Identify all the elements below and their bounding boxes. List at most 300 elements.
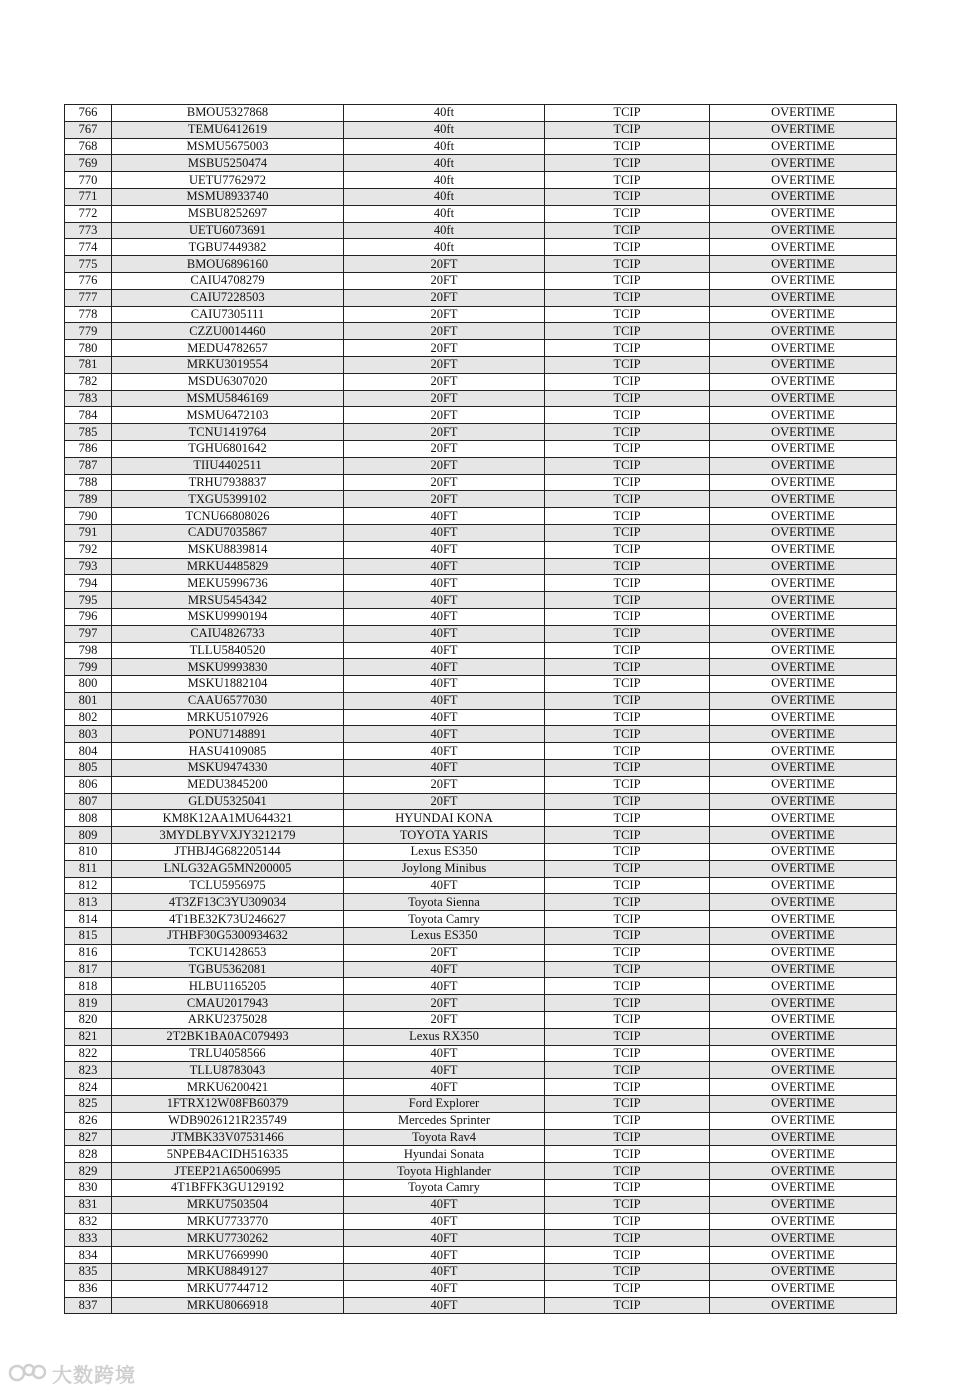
terminal-cell: TCIP [545, 659, 710, 676]
table-row [65, 776, 897, 793]
container-type-cell: 40FT [344, 726, 545, 743]
row-number-cell: 766 [65, 105, 112, 122]
terminal-cell: TCIP [545, 1196, 710, 1213]
row-number-cell: 802 [65, 709, 112, 726]
status-cell: OVERTIME [710, 1096, 897, 1113]
status-cell: OVERTIME [710, 1213, 897, 1230]
container-id-cell: MRKU5107926 [112, 709, 344, 726]
container-id-cell: MRKU7503504 [112, 1196, 344, 1213]
container-id-cell: 4T1BFFK3GU129192 [112, 1180, 344, 1197]
table-row [65, 1096, 897, 1113]
terminal-cell: TCIP [545, 172, 710, 189]
container-type-cell: 20FT [344, 390, 545, 407]
status-cell: OVERTIME [710, 1129, 897, 1146]
container-type-cell: 40FT [344, 558, 545, 575]
table-row [65, 1079, 897, 1096]
container-type-cell: TOYOTA YARIS [344, 827, 545, 844]
table-row [65, 844, 897, 861]
container-type-cell: 40FT [344, 961, 545, 978]
container-id-cell: 4T1BE32K73U246627 [112, 911, 344, 928]
row-number-cell: 836 [65, 1280, 112, 1297]
container-id-cell: MEKU5996736 [112, 575, 344, 592]
row-number-cell: 794 [65, 575, 112, 592]
terminal-cell: TCIP [545, 1213, 710, 1230]
table-row [65, 1112, 897, 1129]
container-type-cell: HYUNDAI KONA [344, 810, 545, 827]
table-row [65, 642, 897, 659]
row-number-cell: 817 [65, 961, 112, 978]
table-row [65, 356, 897, 373]
row-number-cell: 781 [65, 356, 112, 373]
status-cell: OVERTIME [710, 340, 897, 357]
container-id-cell: CZZU0014460 [112, 323, 344, 340]
container-type-cell: 40FT [344, 642, 545, 659]
terminal-cell: TCIP [545, 1096, 710, 1113]
row-number-cell: 806 [65, 776, 112, 793]
status-cell: OVERTIME [710, 877, 897, 894]
brand-logo-icon [8, 1361, 48, 1385]
terminal-cell: TCIP [545, 928, 710, 945]
status-cell: OVERTIME [710, 625, 897, 642]
container-type-cell: 40ft [344, 172, 545, 189]
status-cell: OVERTIME [710, 810, 897, 827]
status-cell: OVERTIME [710, 407, 897, 424]
status-cell: OVERTIME [710, 760, 897, 777]
status-cell: OVERTIME [710, 575, 897, 592]
terminal-cell: TCIP [545, 407, 710, 424]
row-number-cell: 772 [65, 205, 112, 222]
terminal-cell: TCIP [545, 239, 710, 256]
status-cell: OVERTIME [710, 1196, 897, 1213]
status-cell: OVERTIME [710, 105, 897, 122]
container-type-cell: 40ft [344, 138, 545, 155]
container-id-cell: MSKU9474330 [112, 760, 344, 777]
status-cell: OVERTIME [710, 709, 897, 726]
container-id-cell: MSMU5846169 [112, 390, 344, 407]
container-id-cell: TIIU4402511 [112, 457, 344, 474]
table-row [65, 239, 897, 256]
container-id-cell: CAIU4826733 [112, 625, 344, 642]
table-row [65, 1247, 897, 1264]
row-number-cell: 784 [65, 407, 112, 424]
status-cell: OVERTIME [710, 911, 897, 928]
container-type-cell: 40FT [344, 978, 545, 995]
row-number-cell: 804 [65, 743, 112, 760]
table-row [65, 457, 897, 474]
terminal-cell: TCIP [545, 541, 710, 558]
table-row [65, 289, 897, 306]
table-row [65, 978, 897, 995]
container-list-table [64, 104, 897, 1314]
status-cell: OVERTIME [710, 390, 897, 407]
row-number-cell: 788 [65, 474, 112, 491]
terminal-cell: TCIP [545, 692, 710, 709]
status-cell: OVERTIME [710, 1079, 897, 1096]
container-id-cell: CMAU2017943 [112, 995, 344, 1012]
container-id-cell: CADU7035867 [112, 524, 344, 541]
row-number-cell: 807 [65, 793, 112, 810]
status-cell: OVERTIME [710, 356, 897, 373]
status-cell: OVERTIME [710, 1062, 897, 1079]
container-id-cell: MRKU7733770 [112, 1213, 344, 1230]
container-type-cell: Lexus ES350 [344, 928, 545, 945]
container-id-cell: JTHBJ4G682205144 [112, 844, 344, 861]
container-type-cell: 40FT [344, 1213, 545, 1230]
container-id-cell: CAIU4708279 [112, 272, 344, 289]
status-cell: OVERTIME [710, 558, 897, 575]
terminal-cell: TCIP [545, 827, 710, 844]
table-row [65, 676, 897, 693]
row-number-cell: 791 [65, 524, 112, 541]
status-cell: OVERTIME [710, 172, 897, 189]
table-row [65, 709, 897, 726]
table-row [65, 1129, 897, 1146]
terminal-cell: TCIP [545, 760, 710, 777]
row-number-cell: 828 [65, 1146, 112, 1163]
table-row [65, 592, 897, 609]
row-number-cell: 813 [65, 894, 112, 911]
container-id-cell: MRKU7669990 [112, 1247, 344, 1264]
container-id-cell: MRKU4485829 [112, 558, 344, 575]
status-cell: OVERTIME [710, 676, 897, 693]
table-row [65, 1213, 897, 1230]
row-number-cell: 834 [65, 1247, 112, 1264]
container-type-cell: 20FT [344, 306, 545, 323]
status-cell: OVERTIME [710, 776, 897, 793]
terminal-cell: TCIP [545, 961, 710, 978]
table-row [65, 1163, 897, 1180]
container-id-cell: TEMU6412619 [112, 121, 344, 138]
status-cell: OVERTIME [710, 121, 897, 138]
terminal-cell: TCIP [545, 860, 710, 877]
row-number-cell: 815 [65, 928, 112, 945]
table-row [65, 1230, 897, 1247]
container-type-cell: 40ft [344, 105, 545, 122]
status-cell: OVERTIME [710, 860, 897, 877]
container-type-cell: 20FT [344, 272, 545, 289]
row-number-cell: 833 [65, 1230, 112, 1247]
container-id-cell: MSDU6307020 [112, 373, 344, 390]
terminal-cell: TCIP [545, 155, 710, 172]
container-type-cell: 20FT [344, 995, 545, 1012]
row-number-cell: 829 [65, 1163, 112, 1180]
terminal-cell: TCIP [545, 205, 710, 222]
table-row [65, 911, 897, 928]
row-number-cell: 777 [65, 289, 112, 306]
table-row [65, 928, 897, 945]
status-cell: OVERTIME [710, 256, 897, 273]
table-row [65, 760, 897, 777]
container-type-cell: Toyota Rav4 [344, 1129, 545, 1146]
container-id-cell: MRKU6200421 [112, 1079, 344, 1096]
terminal-cell: TCIP [545, 440, 710, 457]
container-id-cell: PONU7148891 [112, 726, 344, 743]
row-number-cell: 768 [65, 138, 112, 155]
table-row [65, 205, 897, 222]
status-cell: OVERTIME [710, 1045, 897, 1062]
terminal-cell: TCIP [545, 1012, 710, 1029]
row-number-cell: 809 [65, 827, 112, 844]
container-type-cell: 40FT [344, 760, 545, 777]
table-row [65, 440, 897, 457]
table-row [65, 1180, 897, 1197]
container-id-cell: MRKU8849127 [112, 1263, 344, 1280]
status-cell: OVERTIME [710, 743, 897, 760]
status-cell: OVERTIME [710, 239, 897, 256]
container-id-cell: ARKU2375028 [112, 1012, 344, 1029]
terminal-cell: TCIP [545, 894, 710, 911]
row-number-cell: 818 [65, 978, 112, 995]
terminal-cell: TCIP [545, 508, 710, 525]
row-number-cell: 787 [65, 457, 112, 474]
terminal-cell: TCIP [545, 877, 710, 894]
status-cell: OVERTIME [710, 978, 897, 995]
row-number-cell: 800 [65, 676, 112, 693]
container-id-cell: TRLU4058566 [112, 1045, 344, 1062]
terminal-cell: TCIP [545, 340, 710, 357]
row-number-cell: 837 [65, 1297, 112, 1314]
row-number-cell: 821 [65, 1028, 112, 1045]
row-number-cell: 775 [65, 256, 112, 273]
row-number-cell: 835 [65, 1263, 112, 1280]
container-type-cell: 40ft [344, 205, 545, 222]
container-type-cell: Toyota Highlander [344, 1163, 545, 1180]
container-type-cell: Toyota Sienna [344, 894, 545, 911]
table-row [65, 894, 897, 911]
container-type-cell: Joylong Minibus [344, 860, 545, 877]
status-cell: OVERTIME [710, 1180, 897, 1197]
terminal-cell: TCIP [545, 1230, 710, 1247]
terminal-cell: TCIP [545, 524, 710, 541]
container-id-cell: MSMU8933740 [112, 188, 344, 205]
row-number-cell: 774 [65, 239, 112, 256]
container-id-cell: TLLU5840520 [112, 642, 344, 659]
status-cell: OVERTIME [710, 508, 897, 525]
terminal-cell: TCIP [545, 995, 710, 1012]
terminal-cell: TCIP [545, 625, 710, 642]
table-row [65, 961, 897, 978]
table-row [65, 827, 897, 844]
status-cell: OVERTIME [710, 205, 897, 222]
row-number-cell: 795 [65, 592, 112, 609]
row-number-cell: 823 [65, 1062, 112, 1079]
row-number-cell: 782 [65, 373, 112, 390]
container-id-cell: TLLU8783043 [112, 1062, 344, 1079]
status-cell: OVERTIME [710, 1028, 897, 1045]
terminal-cell: TCIP [545, 1112, 710, 1129]
terminal-cell: TCIP [545, 373, 710, 390]
container-id-cell: TGBU5362081 [112, 961, 344, 978]
container-id-cell: MEDU4782657 [112, 340, 344, 357]
terminal-cell: TCIP [545, 1297, 710, 1314]
terminal-cell: TCIP [545, 743, 710, 760]
table-row [65, 272, 897, 289]
table-row [65, 1297, 897, 1314]
container-id-cell: TCNU1419764 [112, 424, 344, 441]
container-id-cell: MSKU1882104 [112, 676, 344, 693]
container-type-cell: 20FT [344, 491, 545, 508]
container-type-cell: 20FT [344, 793, 545, 810]
container-type-cell: 40FT [344, 709, 545, 726]
container-id-cell: 5NPEB4ACIDH516335 [112, 1146, 344, 1163]
row-number-cell: 811 [65, 860, 112, 877]
table-row [65, 390, 897, 407]
terminal-cell: TCIP [545, 289, 710, 306]
status-cell: OVERTIME [710, 894, 897, 911]
status-cell: OVERTIME [710, 222, 897, 239]
terminal-cell: TCIP [545, 1062, 710, 1079]
status-cell: OVERTIME [710, 289, 897, 306]
row-number-cell: 796 [65, 608, 112, 625]
watermark [8, 1360, 136, 1386]
container-type-cell: 40ft [344, 188, 545, 205]
row-number-cell: 803 [65, 726, 112, 743]
row-number-cell: 793 [65, 558, 112, 575]
table-row [65, 188, 897, 205]
terminal-cell: TCIP [545, 306, 710, 323]
container-id-cell: TCLU5956975 [112, 877, 344, 894]
container-type-cell: 40FT [344, 608, 545, 625]
status-cell: OVERTIME [710, 440, 897, 457]
row-number-cell: 776 [65, 272, 112, 289]
terminal-cell: TCIP [545, 709, 710, 726]
terminal-cell: TCIP [545, 1028, 710, 1045]
table-row [65, 155, 897, 172]
container-id-cell: TCKU1428653 [112, 944, 344, 961]
table-row [65, 222, 897, 239]
terminal-cell: TCIP [545, 1247, 710, 1264]
container-id-cell: MSKU9993830 [112, 659, 344, 676]
terminal-cell: TCIP [545, 256, 710, 273]
status-cell: OVERTIME [710, 1297, 897, 1314]
status-cell: OVERTIME [710, 373, 897, 390]
status-cell: OVERTIME [710, 1112, 897, 1129]
terminal-cell: TCIP [545, 188, 710, 205]
terminal-cell: TCIP [545, 457, 710, 474]
row-number-cell: 826 [65, 1112, 112, 1129]
container-type-cell: 20FT [344, 323, 545, 340]
status-cell: OVERTIME [710, 541, 897, 558]
status-cell: OVERTIME [710, 491, 897, 508]
container-type-cell: Mercedes Sprinter [344, 1112, 545, 1129]
container-id-cell: TRHU7938837 [112, 474, 344, 491]
terminal-cell: TCIP [545, 726, 710, 743]
container-id-cell: MSMU5675003 [112, 138, 344, 155]
status-cell: OVERTIME [710, 524, 897, 541]
row-number-cell: 792 [65, 541, 112, 558]
row-number-cell: 812 [65, 877, 112, 894]
row-number-cell: 773 [65, 222, 112, 239]
status-cell: OVERTIME [710, 844, 897, 861]
container-id-cell: MRKU8066918 [112, 1297, 344, 1314]
container-type-cell: 40FT [344, 692, 545, 709]
watermark-text: 大数跨境 [52, 1362, 136, 1387]
table-row [65, 474, 897, 491]
table-row [65, 1028, 897, 1045]
terminal-cell: TCIP [545, 474, 710, 491]
container-id-cell: UETU7762972 [112, 172, 344, 189]
container-type-cell: 40ft [344, 121, 545, 138]
row-number-cell: 825 [65, 1096, 112, 1113]
terminal-cell: TCIP [545, 642, 710, 659]
container-type-cell: 40FT [344, 1297, 545, 1314]
container-type-cell: 40FT [344, 877, 545, 894]
container-type-cell: 40FT [344, 541, 545, 558]
terminal-cell: TCIP [545, 138, 710, 155]
status-cell: OVERTIME [710, 1163, 897, 1180]
container-id-cell: MSKU8839814 [112, 541, 344, 558]
row-number-cell: 799 [65, 659, 112, 676]
container-type-cell: 20FT [344, 440, 545, 457]
terminal-cell: TCIP [545, 424, 710, 441]
table-row [65, 1045, 897, 1062]
container-type-cell: 40FT [344, 1062, 545, 1079]
container-type-cell: 20FT [344, 256, 545, 273]
row-number-cell: 786 [65, 440, 112, 457]
container-type-cell: Hyundai Sonata [344, 1146, 545, 1163]
container-id-cell: JTEEP21A65006995 [112, 1163, 344, 1180]
table-row [65, 373, 897, 390]
terminal-cell: TCIP [545, 558, 710, 575]
row-number-cell: 816 [65, 944, 112, 961]
row-number-cell: 827 [65, 1129, 112, 1146]
status-cell: OVERTIME [710, 827, 897, 844]
container-id-cell: CAAU6577030 [112, 692, 344, 709]
status-cell: OVERTIME [710, 692, 897, 709]
table-row [65, 743, 897, 760]
terminal-cell: TCIP [545, 1180, 710, 1197]
container-id-cell: UETU6073691 [112, 222, 344, 239]
container-type-cell: 40FT [344, 524, 545, 541]
container-id-cell: BMOU6896160 [112, 256, 344, 273]
status-cell: OVERTIME [710, 1280, 897, 1297]
table-row [65, 172, 897, 189]
row-number-cell: 798 [65, 642, 112, 659]
status-cell: OVERTIME [710, 1247, 897, 1264]
table-row [65, 524, 897, 541]
table-row [65, 575, 897, 592]
table-row [65, 1263, 897, 1280]
table-row [65, 1012, 897, 1029]
terminal-cell: TCIP [545, 272, 710, 289]
table-row [65, 491, 897, 508]
status-cell: OVERTIME [710, 306, 897, 323]
table-row [65, 659, 897, 676]
table-row [65, 306, 897, 323]
container-type-cell: 20FT [344, 944, 545, 961]
container-id-cell: TGBU7449382 [112, 239, 344, 256]
container-id-cell: CAIU7228503 [112, 289, 344, 306]
status-cell: OVERTIME [710, 474, 897, 491]
row-number-cell: 808 [65, 810, 112, 827]
terminal-cell: TCIP [545, 1079, 710, 1096]
table-row [65, 121, 897, 138]
container-id-cell: TCNU66808026 [112, 508, 344, 525]
terminal-cell: TCIP [545, 1163, 710, 1180]
container-id-cell: CAIU7305111 [112, 306, 344, 323]
terminal-cell: TCIP [545, 356, 710, 373]
container-type-cell: 20FT [344, 1012, 545, 1029]
container-type-cell: 40FT [344, 1263, 545, 1280]
table-row [65, 995, 897, 1012]
row-number-cell: 797 [65, 625, 112, 642]
terminal-cell: TCIP [545, 608, 710, 625]
terminal-cell: TCIP [545, 105, 710, 122]
table-row [65, 1062, 897, 1079]
table-row [65, 407, 897, 424]
status-cell: OVERTIME [710, 944, 897, 961]
status-cell: OVERTIME [710, 995, 897, 1012]
